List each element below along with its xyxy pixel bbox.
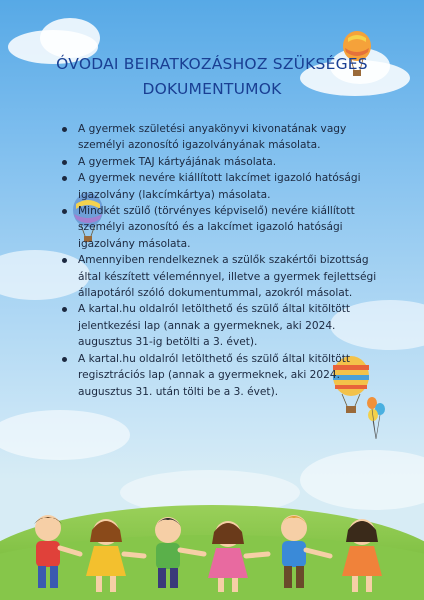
toy-balloons-icon	[364, 395, 388, 443]
title-line-2: DOKUMENTUMOK	[142, 80, 282, 98]
document-list	[62, 121, 378, 400]
list-item: A gyermek születési anyakönyvi kivonatának vagy személyi azonosító igazolványának másolata.	[62, 121, 378, 154]
kids-group-illustration	[10, 508, 414, 600]
list-item: A kartal.hu oldalról letölthető és szülő által kitöltött regisztrációs lap (annak a gyermeknek, aki 2024. augusztus 31. után tölti be a 3. évet).	[62, 351, 378, 400]
title-line-1: ÓVODAI BEIRATKOZÁSHOZ SZÜKSÉGES	[56, 55, 368, 73]
list-item: A gyermek TAJ kártyájának másolata.	[62, 154, 378, 170]
page-title	[0, 52, 424, 102]
list-item: Mindkét szülő (törvényes képviselő) nevére kiállított személyi azonosító és a lakcímet igazoló hatósági igazolvány másolata.	[62, 203, 378, 252]
kid-pink-dress-icon	[208, 521, 268, 592]
list-item: Amennyiben rendelkeznek a szülők szakértői bizottság által készített véleménnyel, illetve a gyermek fejlettségi állapotáról szóló dokumentummal, azokról másolat.	[62, 252, 378, 301]
kid-orange-dress-icon	[342, 519, 382, 592]
list-item: A kartal.hu oldalról letölthető és szülő által kitöltött jelentkezési lap (annak a gyermeknek, aki 2024. augusztus 31-ig betölti a 3. évet).	[62, 301, 378, 350]
kid-blue-shirt-icon	[281, 515, 330, 588]
kid-yellow-dress-icon	[86, 519, 144, 592]
kid-red-shirt-icon	[34, 515, 80, 588]
list-item: A gyermek nevére kiállított lakcímet igazoló hatósági igazolvány (lakcímkártya) másolata.	[62, 170, 378, 203]
kid-green-shirt-icon	[155, 517, 204, 588]
